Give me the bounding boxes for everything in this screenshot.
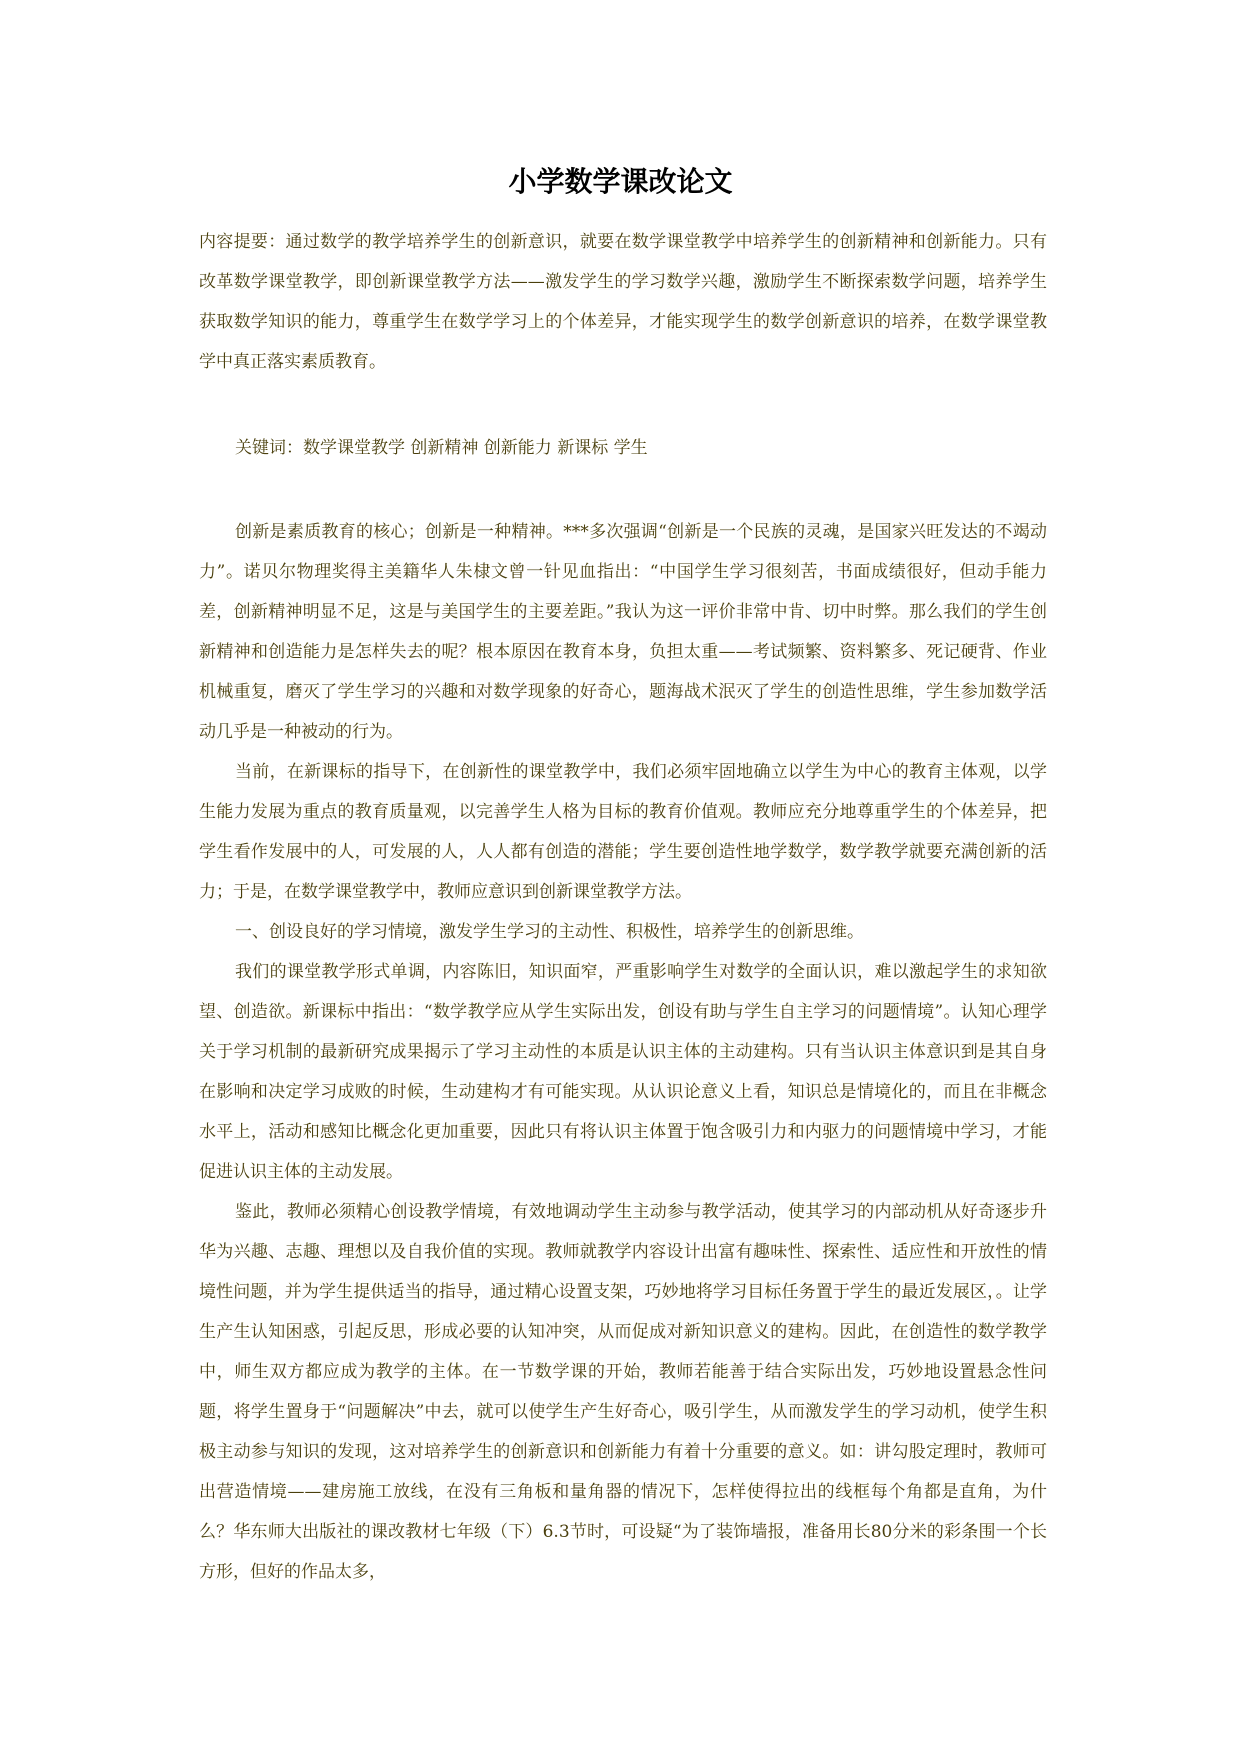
body-paragraph: 鉴此，教师必须精心创设教学情境，有效地调动学生主动参与教学活动，使其学习的内部动机从好奇逐步升华为兴趣、志趣、理想以及自我价值的实现。教师就教学内容设计出富有趣味性、探索性、适应性和开放性的情境性问题，并为学生提供适当的指导，通过精心设置支架，巧妙地将学习目标任务置于学生的最近发展区，。让学生产生认知困惑，引起反思，形成必要的认知冲突，从而促成对新知识意义的建构。因此，在创造性的数学教学中，师生双方都应成为教学的主体。在一节数学课的开始，教师若能善于结合实际出发，巧妙地设置悬念性问题，将学生置身于“问题解决”中去，就可以使学生产生好奇心，吸引学生，从而激发学生的学习动机，使学生积极主动参与知识的发现，这对培养学生的创新意识和创新能力有着十分重要的意义。如：讲勾股定理时，教师可出营造情境——建房施工放线，在没有三角板和量角器的情况下，怎样使得拉出的线框每个角都是直角，为什么？华东师大出版社的课改教材七年级（下）6.3节时，可设疑“为了装饰墙报，准备用长80分米的彩条围一个长方形，但好的作品太多， xyxy=(199,1202,1047,1582)
body-paragraph: 我们的课堂教学形式单调，内容陈旧，知识面窄，严重影响学生对数学的全面认识，难以激起学生的求知欲望、创造欲。新课标中指出：“数学教学应从学生实际出发，创设有助与学生自主学习的问题情境”。认知心理学关于学习机制的最新研究成果揭示了学习主动性的本质是认识主体的主动建构。只有当认识主体意识到是其自身在影响和决定学习成败的时候，生动建构才有可能实现。从认识论意义上看，知识总是情境化的，而且在非概念水平上，活动和感知比概念化更加重要，因此只有将认识主体置于饱含吸引力和内驱力的问题情境中学习，才能促进认识主体的主动发展。 xyxy=(199,962,1047,1182)
section-heading: 一、创设良好的学习情境，激发学生学习的主动性、积极性，培养学生的创新思维。 xyxy=(235,922,864,942)
main-body xyxy=(199,512,1047,1592)
body-paragraph: 当前，在新课标的指导下，在创新性的课堂教学中，我们必须牢固地确立以学生为中心的教育主体观，以学生能力发展为重点的教育质量观，以完善学生人格为目标的教育价值观。教师应充分地尊重学生的个体差异，把学生看作发展中的人，可发展的人，人人都有创造的潜能；学生要创造性地学数学，数学教学就要充满创新的活力；于是，在数学课堂教学中，教师应意识到创新课堂教学方法。 xyxy=(199,762,1047,902)
abstract-paragraph: 内容提要：通过数学的教学培养学生的创新意识，就要在数学课堂教学中培养学生的创新精神和创新能力。只有改革数学课堂教学，即创新课堂教学方法——激发学生的学习数学兴趣，激励学生不断探索数学问题，培养学生获取数学知识的能力，尊重学生在数学学习上的个体差异，才能实现学生的数学创新意识的培养，在数学课堂教学中真正落实素质教育。 xyxy=(199,232,1047,372)
body-paragraph: 创新是素质教育的核心；创新是一种精神。***多次强调“创新是一个民族的灵魂，是国家兴旺发达的不竭动力”。诺贝尔物理奖得主美籍华人朱棣文曾一针见血指出：“中国学生学习很刻苦，书面成绩很好，但动手能力差，创新精神明显不足，这是与美国学生的主要差距。”我认为这一评价非常中肯、切中时弊。那么我们的学生创新精神和创造能力是怎样失去的呢？根本原因在教育本身，负担太重——考试频繁、资料繁多、死记硬背、作业机械重复，磨灭了学生学习的兴趣和对数学现象的好奇心，题海战术泯灭了学生的创造性思维，学生参加数学活动几乎是一种被动的行为。 xyxy=(199,522,1047,742)
keywords-line: 关键词：数学课堂教学 创新精神 创新能力 新课标 学生 xyxy=(235,438,648,458)
document-title: 小学数学课改论文 xyxy=(508,165,733,198)
